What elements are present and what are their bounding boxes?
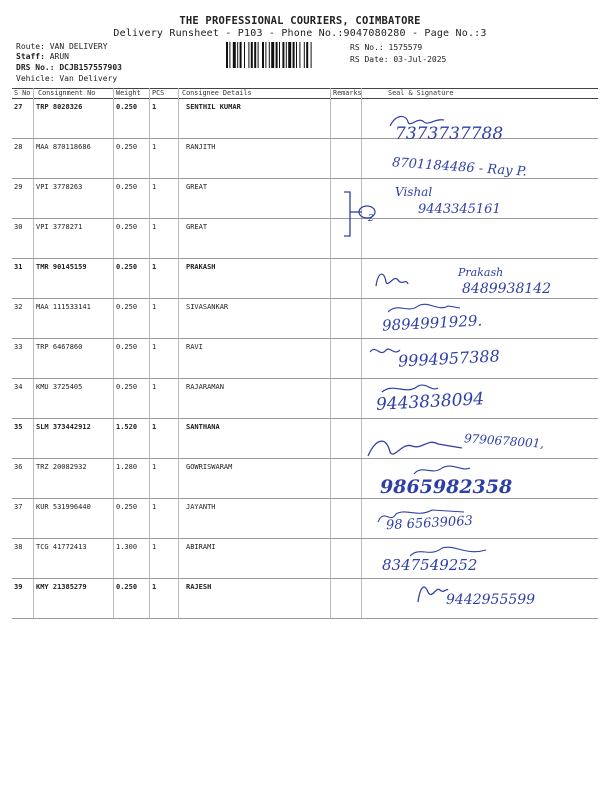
table-top-rule — [12, 88, 598, 89]
cell-weight: 0.250 — [116, 143, 138, 151]
rs-number: RS No.: 1575579 — [350, 43, 423, 52]
cell-weight: 0.250 — [116, 223, 138, 231]
drs-value: DCJB157557903 — [59, 63, 122, 72]
cell-pcs: 1 — [152, 543, 157, 551]
document-title: THE PROFESSIONAL COURIERS, COIMBATORE — [179, 15, 421, 27]
col-header-consignment: Consignment No — [38, 89, 96, 97]
vehicle-field: Vehicle: Van Delivery — [16, 74, 118, 83]
signature-scribble-39 — [414, 580, 450, 606]
cell-pcs: 1 — [152, 183, 157, 191]
header-bottom-rule — [12, 98, 598, 99]
col-header-weight: Weight — [116, 89, 141, 97]
cell-sno: 28 — [14, 143, 23, 151]
handwriting-31-name: Prakash — [458, 266, 504, 279]
cell-pcs: 1 — [152, 583, 157, 591]
cell-pcs: 1 — [152, 503, 157, 511]
cell-consignee: JAYANTH — [186, 503, 216, 511]
staff-label: Staff: — [16, 52, 45, 61]
cell-weight: 0.250 — [116, 383, 138, 391]
row-rule — [12, 458, 598, 459]
row-rule — [12, 218, 598, 219]
cell-consignee: RAVI — [186, 343, 203, 351]
handwriting-29-name: Vishal — [395, 185, 433, 199]
route-field: Route: VAN DELIVERY — [16, 42, 108, 51]
col-header-sno: S No — [14, 89, 31, 97]
cell-pcs: 1 — [152, 223, 157, 231]
handwriting-27: 7373737788 — [395, 124, 504, 144]
cell-pcs: 1 — [152, 463, 157, 471]
cell-sno: 35 — [14, 423, 23, 431]
cell-sno: 39 — [14, 583, 23, 591]
drs-field — [16, 63, 122, 73]
cell-weight: 0.250 — [116, 183, 138, 191]
col-header-consignee: Consignee Details — [182, 89, 252, 97]
cell-sno: 29 — [14, 183, 23, 191]
cell-weight: 0.250 — [116, 343, 138, 351]
cell-weight: 0.250 — [116, 263, 138, 271]
cell-weight: 1.280 — [116, 463, 138, 471]
cell-consignee: RAJARAMAN — [186, 383, 224, 391]
cell-sno: 37 — [14, 503, 23, 511]
col-header-pcs: PCS — [152, 89, 165, 97]
handwriting-39: 9442955599 — [446, 592, 536, 608]
cell-weight: 0.250 — [116, 503, 138, 511]
cell-sno: 33 — [14, 343, 23, 351]
handwriting-32: 9894991929. — [381, 311, 483, 335]
handwriting-37: 98 65639063 — [385, 513, 474, 534]
cell-consignment: VPI 3778271 — [36, 223, 83, 231]
handwriting-35: 9790678001, — [463, 431, 545, 451]
cell-consignment: KUR 531996440 — [36, 503, 91, 511]
cell-consignment: TMR 90145159 — [36, 263, 87, 271]
cell-consignee: RANJITH — [186, 143, 216, 151]
cell-weight: 0.250 — [116, 303, 138, 311]
handwriting-33: 9994957388 — [397, 346, 501, 371]
row-rule — [12, 498, 598, 499]
cell-consignee: RAJESH — [186, 583, 212, 591]
rs-date: RS Date: 03-Jul-2025 — [350, 55, 447, 64]
cell-consignee: SENTHIL KUMAR — [186, 103, 241, 111]
cell-sno: 36 — [14, 463, 23, 471]
cell-consignee: SIVASANKAR — [186, 303, 229, 311]
cell-sno: 31 — [14, 263, 23, 271]
cell-sno: 32 — [14, 303, 23, 311]
cell-consignment: TRZ 20082932 — [36, 463, 87, 471]
drs-label: DRS No.: — [16, 63, 55, 72]
barcode — [226, 42, 344, 68]
col-header-remarks: Remarks — [333, 89, 362, 97]
row-rule — [12, 578, 598, 579]
cell-sno: 34 — [14, 383, 23, 391]
cell-consignee: GREAT — [186, 223, 208, 231]
cell-sno: 38 — [14, 543, 23, 551]
document-subtitle: Delivery Runsheet - P103 - Phone No.:9047080280 - Page No.:3 — [113, 28, 487, 39]
cell-weight: 0.250 — [116, 103, 138, 111]
row-rule — [12, 418, 598, 419]
bracket-number: 2 — [368, 214, 374, 224]
cell-consignment: TRP 6467860 — [36, 343, 83, 351]
cell-sno: 27 — [14, 103, 23, 111]
staff-field — [16, 52, 69, 62]
cell-pcs: 1 — [152, 303, 157, 311]
cell-consignment: VPI 3778263 — [36, 183, 83, 191]
cell-pcs: 1 — [152, 423, 157, 431]
cell-pcs: 1 — [152, 143, 157, 151]
cell-consignment: KMU 3725405 — [36, 383, 83, 391]
cell-consignment: TRP 8028326 — [36, 103, 83, 111]
cell-pcs: 1 — [152, 263, 157, 271]
handwriting-38: 8347549252 — [382, 556, 478, 574]
cell-pcs: 1 — [152, 343, 157, 351]
handwriting-34: 9443838094 — [375, 389, 485, 415]
cell-consignee: GREAT — [186, 183, 208, 191]
handwriting-31-phone: 8489938142 — [462, 281, 552, 297]
row-rule — [12, 138, 598, 139]
handwriting-36: 9865982358 — [380, 476, 513, 498]
cell-pcs: 1 — [152, 383, 157, 391]
cell-pcs: 1 — [152, 103, 157, 111]
handwriting-28: 8701184486 - Ray P. — [391, 155, 528, 180]
cell-consignment: SLM 373442912 — [36, 423, 91, 431]
cell-sno: 30 — [14, 223, 23, 231]
cell-weight: 1.300 — [116, 543, 138, 551]
signature-scribble-35 — [366, 434, 466, 462]
cell-consignment: KMY 21385279 — [36, 583, 87, 591]
signature-scribble-31 — [374, 268, 410, 292]
row-rule — [12, 378, 598, 379]
row-rule — [12, 338, 598, 339]
cell-consignment: TCG 41772413 — [36, 543, 87, 551]
row-rule — [12, 538, 598, 539]
row-rule — [12, 618, 598, 619]
cell-consignee: GOWRISWARAM — [186, 463, 233, 471]
cell-weight: 1.520 — [116, 423, 138, 431]
cell-consignee: PRAKASH — [186, 263, 216, 271]
row-rule — [12, 298, 598, 299]
cell-consignment: MAA 111533141 — [36, 303, 91, 311]
handwriting-29-phone: 9443345161 — [418, 202, 501, 217]
cell-consignee: ABIRAMI — [186, 543, 216, 551]
cell-consignee: SANTHANA — [186, 423, 220, 431]
cell-weight: 0.250 — [116, 583, 138, 591]
staff-value: ARUN — [49, 52, 69, 61]
cell-consignment: MAA 870118686 — [36, 143, 91, 151]
row-rule — [12, 258, 598, 259]
col-header-signature: Seal & Signature — [388, 89, 454, 97]
